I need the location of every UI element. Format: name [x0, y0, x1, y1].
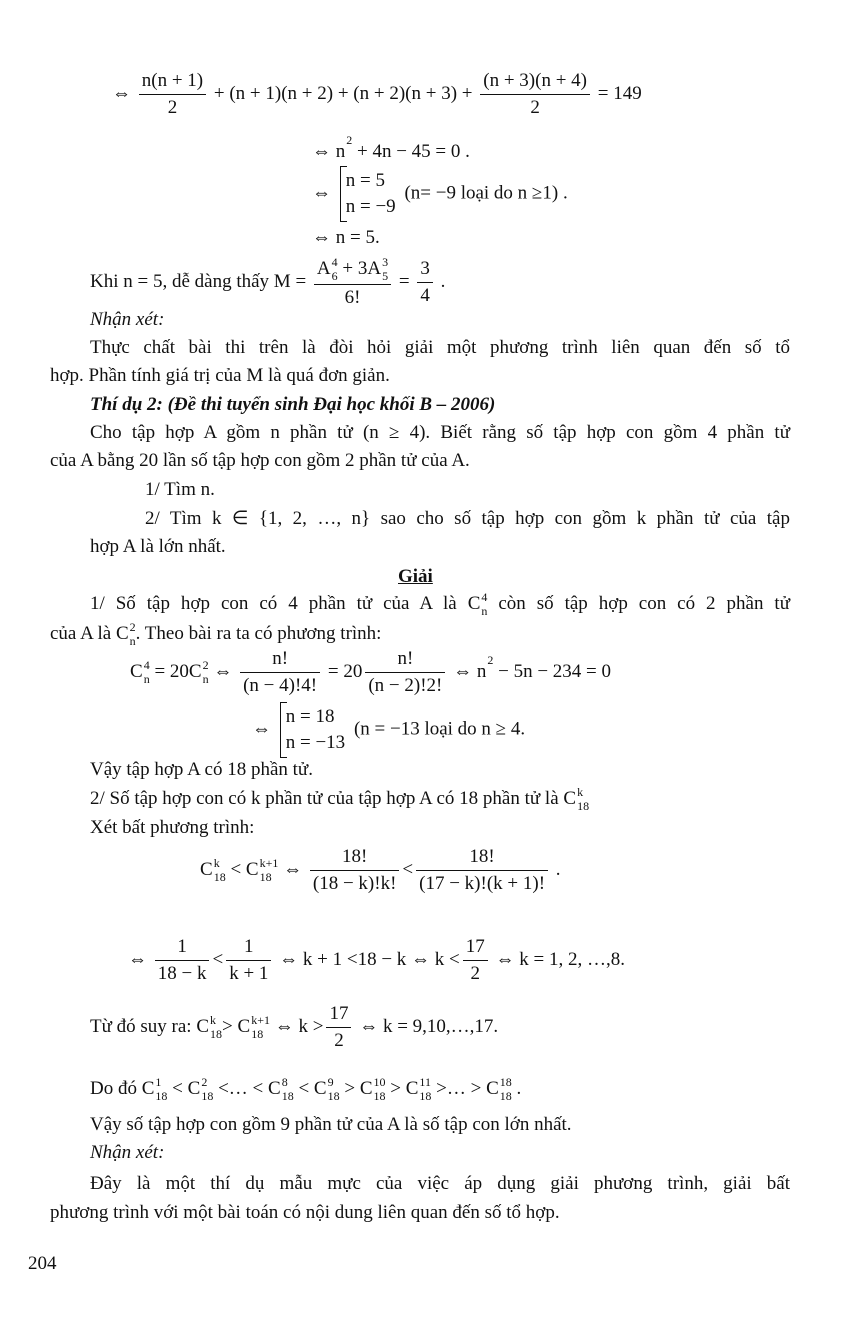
page-number: 204: [28, 1253, 57, 1274]
case-row: [286, 730, 345, 756]
text-run: (n − 2)!2!: [368, 675, 443, 696]
equation-roots: [312, 166, 568, 222]
text-run: 6!: [344, 287, 361, 308]
text-run: + (n + 1)(n + 2) + (n + 2)(n + 3) +: [209, 82, 478, 104]
subscript: 18: [201, 1089, 214, 1103]
text-run: Khi n = 5, dễ dàng thấy M =: [90, 270, 311, 292]
question-2-cont: [90, 535, 226, 559]
text-run: 17: [329, 1003, 349, 1024]
script-stack: [577, 786, 589, 812]
inequality: [200, 846, 561, 895]
script-stack: [328, 1076, 340, 1102]
symbol-base: C: [486, 1078, 499, 1099]
numerator: [326, 1003, 351, 1028]
text-run: .: [511, 1078, 522, 1099]
script-stack: [260, 857, 279, 883]
superscript: 8: [281, 1075, 288, 1089]
text-run: Do đó: [90, 1078, 142, 1099]
symbol-base: n: [335, 141, 346, 162]
text-run: =: [394, 270, 415, 292]
math-symbol: [196, 1014, 222, 1040]
text-run: <: [293, 1078, 314, 1099]
numerator: [155, 936, 210, 961]
math-symbol: [476, 652, 494, 684]
numerator: [226, 936, 271, 961]
text-run: 18 − k: [157, 963, 207, 984]
denominator: [226, 961, 271, 985]
text-run: Đây là một thí dụ mẫu mực của việc áp dụng giải phương trình, giải bất: [90, 1173, 790, 1194]
fraction: [417, 258, 433, 307]
text-run: Vậy số tập hợp con gồm 9 phần tử của A là số tập con lớn nhất.: [90, 1114, 572, 1135]
text-run: <… <: [213, 1078, 269, 1099]
example-heading: [90, 393, 495, 417]
text-run: 1/ Số tập hợp con có 4 phần tử của A là: [90, 593, 468, 614]
cases-bracket: [280, 702, 345, 758]
math-symbol: [468, 591, 488, 617]
text-run: hợp A là lớn nhất.: [90, 536, 226, 557]
text-run: >… >: [431, 1078, 487, 1099]
text-run: (n − 4)!4!: [243, 675, 318, 696]
superscript: k: [577, 785, 584, 799]
symbol-base: C: [245, 858, 259, 880]
subscript: 18: [499, 1089, 512, 1103]
symbol-base: C: [188, 660, 202, 682]
symbol-base: C: [359, 1078, 373, 1099]
paragraph-line: [90, 1172, 790, 1196]
numerator: [139, 70, 206, 95]
text-run: − 5n − 234 = 0: [493, 660, 612, 682]
text-run: <: [212, 948, 224, 970]
text-run: . Theo bài ra ta có phương trình:: [135, 623, 382, 644]
text-run: + 3: [337, 258, 368, 279]
text-run: ⇔: [448, 660, 477, 682]
text-run: 2/ Số tập hợp con có k phần tử của tập hợp A có 18 phần tử là: [90, 788, 564, 809]
paragraph-line: [90, 786, 589, 812]
paragraph-line: [50, 1201, 560, 1225]
subscript: 18: [327, 1089, 340, 1103]
inequality-reverse: [90, 1003, 498, 1052]
text-run: ⇔: [252, 718, 276, 740]
superscript: 4: [331, 255, 338, 269]
paragraph-line: [50, 621, 381, 647]
text-run: ⇔ k + 1 <18 − k ⇔ k <: [274, 948, 460, 970]
superscript: k: [210, 1012, 217, 1027]
subscript: n: [202, 671, 209, 686]
text-run: hợp. Phần tính giá trị của M là quá đơn giản.: [50, 365, 390, 386]
paragraph-line: [50, 449, 470, 473]
text-run: 2: [334, 1030, 344, 1051]
symbol-base: C: [237, 1015, 251, 1037]
text-run: = 20: [149, 660, 189, 682]
fraction: [314, 256, 391, 309]
math-symbol: [406, 1076, 432, 1102]
text-run: Giải: [398, 566, 433, 587]
math-symbol: [246, 857, 278, 883]
denominator: [139, 95, 206, 119]
text-run: Nhận xét:: [90, 309, 165, 330]
math-symbol: [486, 1076, 512, 1102]
denominator: [314, 285, 391, 309]
superscript: 11: [419, 1075, 431, 1089]
numerator: [365, 648, 445, 673]
remark-heading: [90, 1141, 164, 1165]
text-run: n = −9: [345, 196, 396, 217]
superscript: 9: [327, 1075, 334, 1089]
symbol-base: C: [313, 1078, 327, 1099]
fraction: [480, 70, 590, 119]
superscript: 2: [346, 133, 353, 147]
text-run: Thí dụ 2: (Đề thi tuyển sinh Đại học khối B – 2006): [90, 394, 496, 415]
text-run: + 4n − 45 = 0 .: [352, 141, 470, 162]
paragraph-line: [90, 421, 790, 445]
text-run: (n + 3)(n + 4): [483, 70, 587, 91]
paragraph-line: [90, 758, 313, 782]
text-run: >: [339, 1078, 360, 1099]
subscript: n: [143, 671, 150, 686]
superscript: 18: [499, 1075, 512, 1089]
equation-sum: [112, 70, 642, 119]
case-row: [346, 168, 396, 194]
paragraph-line: [50, 364, 390, 388]
denominator: [463, 961, 488, 985]
subscript: 18: [251, 1026, 264, 1041]
paragraph-line: [90, 591, 790, 617]
denominator: [326, 1028, 351, 1052]
subscript: n: [129, 634, 136, 648]
text-run: ⇔ k >: [269, 1015, 324, 1037]
text-run: ⇔: [278, 858, 307, 880]
text-run: n = 5: [345, 170, 385, 191]
numerator: [416, 846, 548, 871]
math-symbol: [268, 1076, 294, 1102]
subscript: n: [481, 604, 488, 618]
subscript: 18: [210, 1026, 223, 1041]
text-run: 2/ Tìm k ∈ {1, 2, …, n} sao cho số tập hợp con gồm k phần tử của tập: [145, 508, 790, 529]
script-stack: [214, 857, 226, 883]
fraction: [310, 846, 400, 895]
fraction: [463, 936, 488, 985]
text-run: k + 1: [229, 963, 269, 984]
superscript: k+1: [259, 855, 279, 870]
subscript: 18: [373, 1089, 386, 1103]
cases-bracket: [340, 166, 396, 222]
subscript: 18: [281, 1089, 294, 1103]
text-run: Nhận xét:: [90, 1142, 165, 1163]
symbol-base: C: [467, 593, 481, 614]
math-symbol: [188, 1076, 214, 1102]
math-symbol: [200, 857, 226, 883]
math-symbol: [367, 256, 388, 282]
script-stack: [374, 1076, 386, 1102]
equation-quadratic: [312, 133, 470, 164]
symbol-base: C: [563, 788, 577, 809]
paragraph-line: [90, 1113, 572, 1137]
script-stack: [210, 1014, 222, 1040]
text-run: Thực chất bài thi trên là đòi hỏi giải một phương trình liên quan đến số tổ: [90, 337, 790, 358]
text-run: n(n + 1): [141, 70, 204, 91]
fraction: [240, 648, 320, 697]
superscript: 2: [129, 620, 136, 634]
symbol-base: C: [405, 1078, 419, 1099]
subscript: 18: [419, 1089, 432, 1103]
numerator: [310, 846, 400, 871]
text-run: Cho tập hợp A gồm n phần tử (n ≥ 4). Biết rằng số tập hợp con gồm 4 phần tử: [90, 422, 790, 443]
denominator: [480, 95, 590, 119]
subscript: 18: [155, 1089, 168, 1103]
text-run: .: [435, 270, 446, 292]
text-run: 1: [177, 936, 187, 957]
symbol-base: C: [196, 1015, 210, 1037]
question-1: [145, 478, 215, 502]
text-run: 17: [465, 936, 485, 957]
denominator: [240, 673, 320, 697]
text-run: 3: [420, 258, 430, 279]
math-symbol: [116, 621, 136, 647]
case-row: [286, 704, 345, 730]
superscript: k: [213, 855, 220, 870]
numerator: [314, 256, 391, 285]
math-symbol: [314, 1076, 340, 1102]
subscript: 18: [213, 869, 226, 884]
text-run: (17 − k)!(k + 1)!: [419, 873, 546, 894]
symbol-base: C: [187, 1078, 201, 1099]
text-run: ⇔: [312, 182, 336, 204]
text-run: 18!: [469, 846, 495, 867]
text-run: của A bằng 20 lần số tập hợp con gồm 2 phần tử của A.: [50, 450, 470, 471]
text-run: <: [402, 858, 414, 880]
math-symbol: [130, 659, 150, 685]
math-symbol: [335, 133, 353, 164]
fraction: [226, 936, 271, 985]
denominator: [155, 961, 210, 985]
symbol-base: A: [316, 258, 331, 279]
text-run: <: [225, 858, 246, 880]
denominator: [365, 673, 445, 697]
text-run: ⇔: [128, 948, 152, 970]
denominator: [310, 871, 400, 895]
text-run: >: [222, 1015, 238, 1037]
symbol-base: A: [367, 258, 382, 279]
text-run: 1/ Tìm n.: [145, 479, 215, 500]
numerator: [463, 936, 488, 961]
script-stack: [282, 1076, 294, 1102]
fraction: [155, 936, 210, 985]
text-run: Vậy tập hợp A có 18 phần tử.: [90, 759, 313, 780]
text-run: 2: [530, 97, 540, 118]
math-symbol: [142, 1076, 168, 1102]
text-run: n = −13: [285, 732, 346, 753]
superscript: k+1: [251, 1012, 270, 1027]
text-run: (n= −9 loại do n ≥1) .: [399, 182, 568, 204]
text-run: >: [385, 1078, 406, 1099]
text-run: 4: [420, 285, 430, 306]
superscript: 3: [382, 255, 389, 269]
math-symbol: [317, 256, 338, 282]
paragraph-line: [90, 816, 254, 840]
inequality-solution: [128, 936, 625, 985]
text-run: (18 − k)!k!: [312, 873, 397, 894]
combination-chain: [90, 1076, 521, 1102]
superscript: 2: [487, 652, 494, 667]
text-run: ⇔ n = 5.: [312, 227, 380, 248]
text-run: phương trình với một bài toán có nội dung liên quan đến số tổ hợp.: [50, 1202, 560, 1223]
fraction: [326, 1003, 351, 1052]
superscript: 4: [481, 590, 488, 604]
text-run: của A là: [50, 623, 116, 644]
superscript: 2: [201, 1075, 208, 1089]
numerator: [480, 70, 590, 95]
symbol-base: C: [200, 858, 213, 880]
script-stack: [419, 1076, 431, 1102]
script-stack: [500, 1076, 512, 1102]
script-stack: [251, 1014, 270, 1040]
text-run: 1: [244, 936, 254, 957]
equation-roots-2: [252, 702, 525, 758]
denominator: [417, 283, 433, 307]
math-symbol: [189, 659, 209, 685]
equation-m-value: [90, 256, 445, 309]
superscript: 4: [143, 657, 150, 672]
text-run: n!: [397, 648, 414, 669]
equation-combination: [130, 648, 611, 697]
script-stack: [382, 256, 388, 282]
symbol-base: C: [268, 1078, 281, 1099]
text-run: ⇔: [112, 82, 136, 104]
subscript: 18: [259, 869, 272, 884]
fraction: [365, 648, 445, 697]
math-symbol: [563, 786, 589, 812]
text-run: 2: [167, 97, 178, 118]
solution-heading: [398, 565, 433, 589]
numerator: [240, 648, 320, 673]
numerator: [417, 258, 433, 283]
superscript: 1: [155, 1075, 162, 1089]
symbol-base: n: [476, 660, 487, 682]
text-run: (n = −13 loại do n ≥ 4.: [349, 718, 526, 740]
text-run: n!: [272, 648, 289, 669]
superscript: 2: [202, 657, 209, 672]
text-run: n = 18: [285, 706, 335, 727]
equation-result: [312, 226, 380, 250]
text-run: <: [167, 1078, 188, 1099]
question-2: [145, 507, 790, 531]
case-row: [346, 194, 396, 220]
text-run: 18!: [341, 846, 368, 867]
remark-heading: [90, 308, 164, 332]
script-stack: [155, 1076, 167, 1102]
math-symbol: [360, 1076, 386, 1102]
symbol-base: C: [130, 660, 143, 682]
math-symbol: [238, 1014, 270, 1040]
text-run: ⇔: [208, 660, 238, 682]
symbol-base: C: [115, 623, 129, 644]
subscript: 18: [577, 799, 590, 813]
text-run: ⇔ k = 1, 2, …,8.: [490, 948, 625, 970]
superscript: 10: [373, 1075, 386, 1089]
text-run: = 149: [593, 82, 642, 104]
subscript: 6: [331, 269, 338, 283]
denominator: [416, 871, 548, 895]
text-run: = 20: [323, 660, 363, 682]
fraction: [416, 846, 548, 895]
text-run: Từ đó suy ra:: [90, 1015, 197, 1037]
text-run: Xét bất phương trình:: [90, 817, 255, 838]
text-run: còn số tập hợp con có 2 phần tử: [487, 593, 790, 614]
text-run: 2: [470, 963, 481, 984]
fraction: [139, 70, 206, 119]
paragraph-line: [90, 336, 790, 360]
text-run: .: [551, 858, 561, 880]
subscript: 5: [382, 269, 389, 283]
symbol-base: C: [141, 1078, 155, 1099]
script-stack: [201, 1076, 213, 1102]
text-run: ⇔ k = 9,10,…,17.: [354, 1015, 499, 1037]
text-run: ⇔: [312, 141, 336, 162]
